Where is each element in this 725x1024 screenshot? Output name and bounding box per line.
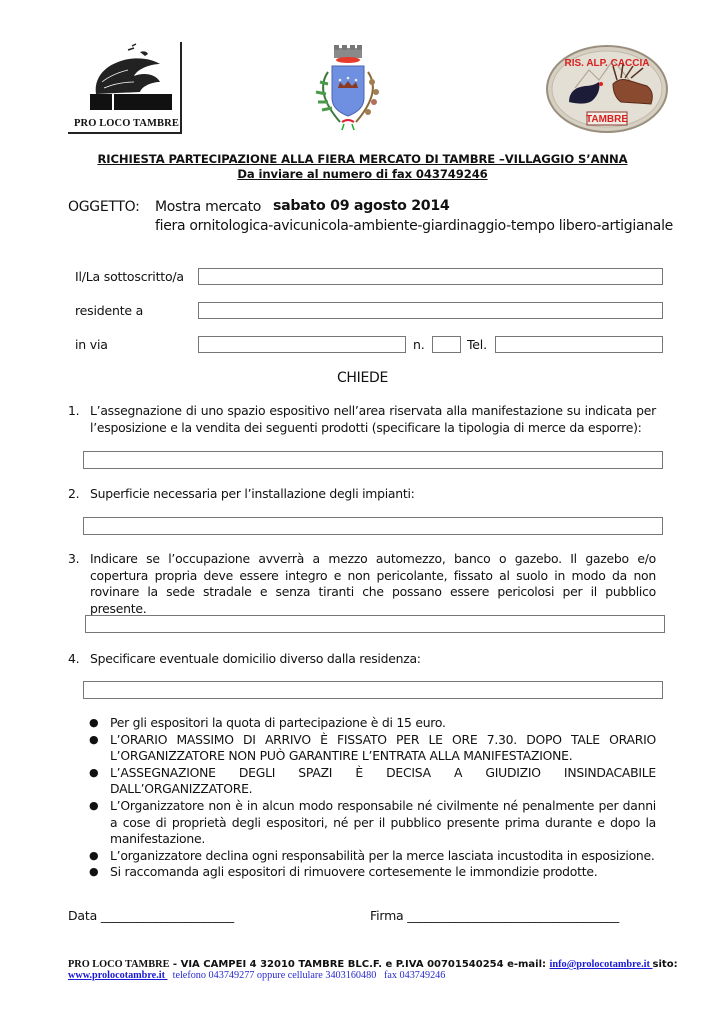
item-number: 4. bbox=[68, 651, 80, 666]
footer-line-2 bbox=[68, 970, 445, 981]
item-text: Indicare se l’occupazione avverrà a mezzo automezzo, banco o gazebo. Il gazebo e/o copertura propria deve essere integro e non pericolante, fissato al suolo in modo da non rovinare la sede stradale e senza tiranti che possano essere pericolosi per il pubblico presente. bbox=[90, 551, 656, 616]
numero-label: n. bbox=[413, 337, 425, 352]
sottoscritto-field[interactable] bbox=[198, 268, 663, 285]
via-label: in via bbox=[75, 337, 108, 352]
notes-list bbox=[86, 715, 656, 881]
website-link[interactable]: www.prolocotambre.it bbox=[68, 970, 168, 981]
data-signature bbox=[68, 908, 234, 923]
firma-line[interactable]: ___________________________________ bbox=[407, 908, 620, 923]
item-number: 3. bbox=[68, 551, 80, 566]
item-text: Superficie necessaria per l’installazione degli impianti: bbox=[90, 486, 415, 501]
residente-field[interactable] bbox=[198, 302, 663, 319]
firma-label: Firma bbox=[370, 908, 404, 923]
document-title: RICHIESTA PARTECIPAZIONE ALLA FIERA MERCATO DI TAMBRE –VILLAGGIO S’ANNA bbox=[97, 152, 628, 166]
footer-address: VIA CAMPEI 4 32010 TAMBRE BLC.F. e P.IVA 00701540254 e-mail: bbox=[180, 959, 550, 970]
request-item-1 bbox=[68, 403, 656, 436]
riserva-caccia-logo bbox=[545, 44, 669, 134]
hunting-badge-icon bbox=[545, 44, 669, 134]
oggetto-line bbox=[68, 199, 140, 215]
residente-label: residente a bbox=[75, 303, 144, 318]
tel-field[interactable] bbox=[495, 336, 663, 353]
merce-field[interactable] bbox=[83, 451, 663, 469]
oggetto-label: OGGETTO: bbox=[68, 199, 140, 215]
item-number: 2. bbox=[68, 486, 80, 501]
sottoscritto-label: Il/La sottoscritto/a bbox=[75, 269, 184, 284]
sito-label: sito: bbox=[652, 959, 678, 970]
pro-loco-logo bbox=[68, 42, 182, 134]
data-label: Data bbox=[68, 908, 98, 923]
footer-line-1: PRO LOCO TAMBRE - VIA CAMPEI 4 32010 TAMBRE BLC.F. e P.IVA 00701540254 e-mail: info@prolocotambre.it sito: bbox=[68, 959, 678, 970]
bullet-icon: ● bbox=[89, 865, 99, 879]
bullet-icon: ● bbox=[89, 848, 99, 862]
note-item: ● L’ORARIO MASSIMO DI ARRIVO È FISSATO PER LE ORE 7.30. DOPO TALE ORARIO L’ORGANIZZATORE NON PUÒ GARANTIRE L’ENTRATA ALLA MANIFESTAZIONE. bbox=[89, 731, 656, 764]
oggetto-event bbox=[155, 199, 261, 215]
svg-text:TAMBRE: TAMBRE bbox=[585, 114, 629, 125]
tel-label: Tel. bbox=[467, 337, 487, 352]
item-text: Specificare eventuale domicilio diverso dalla residenza: bbox=[90, 651, 421, 666]
note-item: ● Si raccomanda agli espositori di rimuovere cortesemente le immondizie prodotte. bbox=[89, 864, 598, 880]
request-item-2 bbox=[68, 486, 656, 503]
footer-contacts: telefono 043749277 oppure cellulare 3403160480 fax 043749246 bbox=[167, 970, 446, 981]
event-description: fiera ornitologica-avicunicola-ambiente-giardinaggio-tempo libero-artigianale bbox=[155, 218, 673, 234]
event-name: Mostra mercato bbox=[155, 199, 262, 215]
coat-of-arms-icon bbox=[306, 42, 390, 134]
note-item: ● L’organizzatore declina ogni responsabilità per la merce lasciata incustodita in esposizione. bbox=[89, 847, 655, 863]
superficie-field[interactable] bbox=[83, 517, 663, 535]
chiede-heading: CHIEDE bbox=[336, 370, 389, 386]
bullet-icon: ● bbox=[89, 798, 99, 812]
item-number: 1. bbox=[68, 403, 80, 418]
comune-coat-of-arms bbox=[306, 42, 390, 134]
data-line[interactable]: ______________________ bbox=[100, 908, 234, 923]
via-field[interactable] bbox=[198, 336, 406, 353]
occupazione-field[interactable] bbox=[85, 615, 665, 633]
note-item: ● Per gli espositori la quota di partecipazione è di 15 euro. bbox=[89, 715, 446, 730]
firma-signature bbox=[370, 908, 619, 923]
landscape-icon bbox=[68, 42, 180, 112]
bullet-icon: ● bbox=[89, 765, 99, 779]
bullet-icon: ● bbox=[89, 732, 99, 746]
bullet-icon: ● bbox=[89, 716, 99, 729]
svg-text:RIS. ALP. CACCIA: RIS. ALP. CACCIA bbox=[564, 58, 650, 69]
footer-org: PRO LOCO TAMBRE bbox=[68, 959, 170, 970]
request-item-4 bbox=[68, 651, 656, 668]
numero-field[interactable] bbox=[432, 336, 461, 353]
note-item: ● L’Organizzatore non è in alcun modo responsabile né civilmente né penalmente per danni a cose di proprietà degli espositori, né per il pubblico presente prima durante e dopo la manifestazione. bbox=[89, 797, 656, 847]
note-item: ● L’ASSEGNAZIONE DEGLI SPAZI È DECISA A GIUDIZIO INSINDACABILE DALL’ORGANIZZATORE. bbox=[89, 764, 656, 797]
fax-instruction: Da inviare al numero di fax 043749246 bbox=[237, 167, 488, 181]
email-link[interactable]: info@prolocotambre.it bbox=[549, 959, 653, 970]
domicilio-field[interactable] bbox=[83, 681, 663, 699]
item-text: L’assegnazione di uno spazio espositivo nell’area riservata alla manifestazione su indicata per l’esposizione e la vendita dei seguenti prodotti (specificare la tipologia di merce da esporre): bbox=[90, 403, 656, 435]
request-item-3 bbox=[68, 551, 656, 617]
pro-loco-caption: PRO LOCO TAMBRE bbox=[74, 118, 179, 129]
event-date: sabato 09 agosto 2014 bbox=[273, 198, 450, 214]
